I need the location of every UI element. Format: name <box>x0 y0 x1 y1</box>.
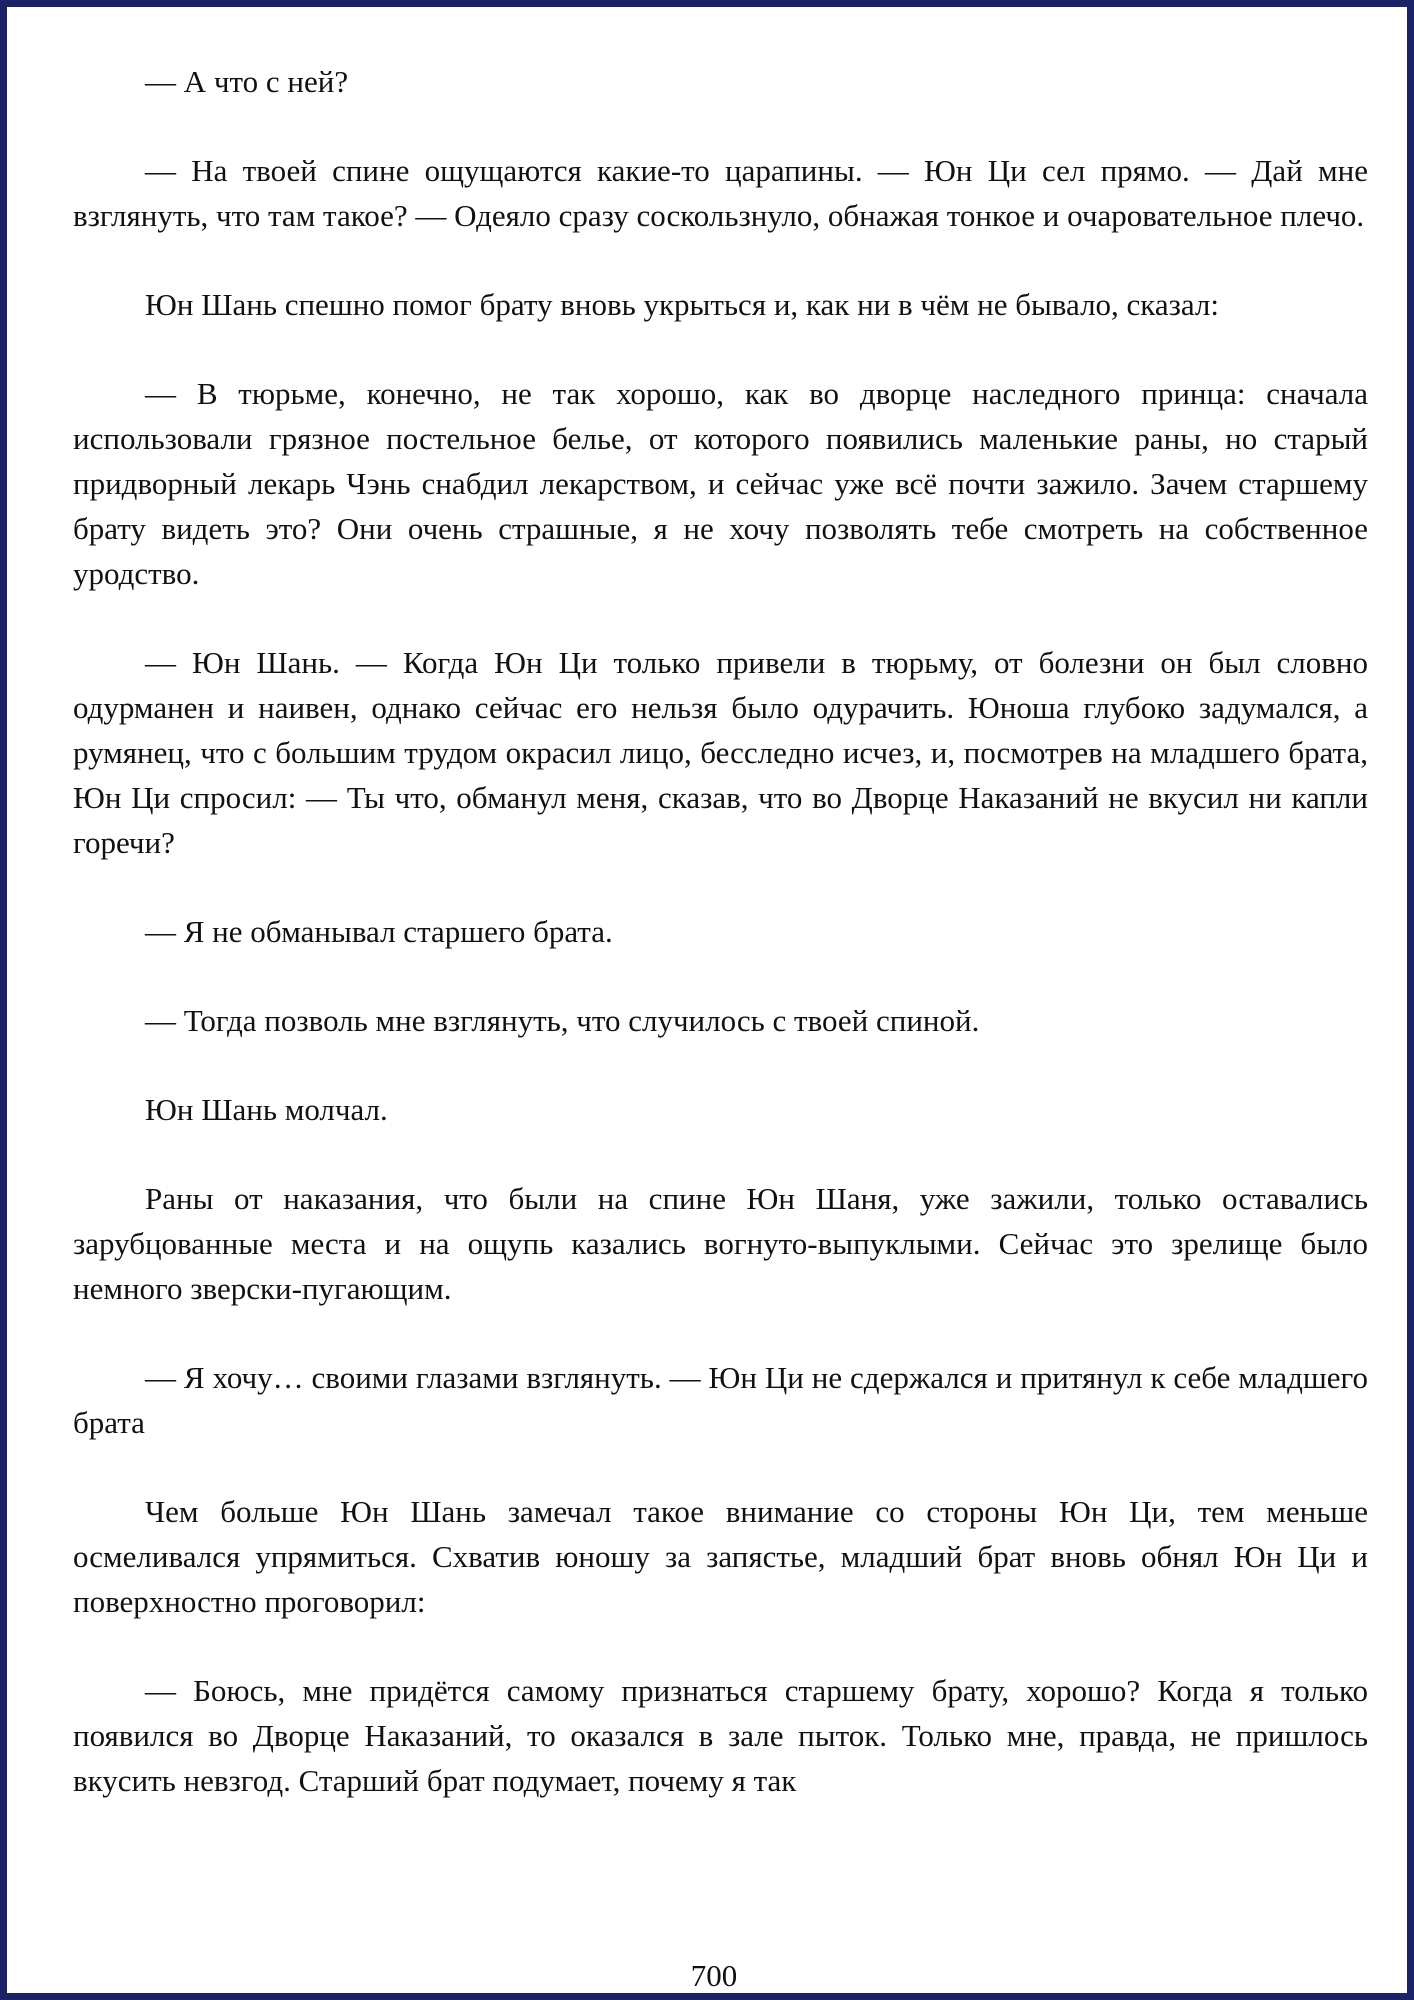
paragraph: Юн Шань молчал. <box>145 1092 388 1127</box>
paragraph: — Я хочу… своими глазами взглянуть. — Юн Ци не сдержался и притянул к себе младшего брата <box>73 1360 1368 1440</box>
page-number: 700 <box>690 1958 738 1993</box>
paragraph: — Боюсь, мне придётся самому признаться старшему брату, хорошо? Когда я только появился во Дворце Наказаний, то оказался в зале пыток. Только мне, правда, не пришлось вкусить невзгод. Старший брат подумает, почему я так <box>73 1673 1368 1798</box>
page-body <box>73 59 1368 1803</box>
paragraph: Юн Шань спешно помог брату вновь укрыться и, как ни в чём не бывало, сказал: <box>145 287 1220 322</box>
paragraph: Раны от наказания, что были на спине Юн Шаня, уже зажили, только оставались зарубцованные места и на ощупь казались вогнуто-выпуклыми. Сейчас это зрелище было немного зверски-пугающим. <box>73 1181 1368 1306</box>
paragraph: Чем больше Юн Шань замечал такое внимание со стороны Юн Ци, тем меньше осмеливался упрямиться. Схватив юношу за запястье, младший брат вновь обнял Юн Ци и поверхностно проговорил: <box>73 1494 1368 1619</box>
paragraph: — На твоей спине ощущаются какие-то царапины. — Юн Ци сел прямо. — Дай мне взглянуть, что там такое? — Одеяло сразу соскользнуло, обнажая тонкое и очаровательное плечо. <box>73 153 1368 233</box>
paragraph: — Я не обманывал старшего брата. <box>145 914 613 949</box>
paragraph: — Юн Шань. — Когда Юн Ци только привели в тюрьму, от болезни он был словно одурманен и наивен, однако сейчас его нельзя было одурачить. Юноша глубоко задумался, а румянец, что с большим трудом окрасил лицо, бесследно исчез, и, посмотрев на младшего брата, Юн Ци спросил: — Ты что, обманул меня, сказав, что во Дворце Наказаний не вкусил ни капли горечи? <box>73 645 1368 860</box>
paragraph: — Тогда позволь мне взглянуть, что случилось с твоей спиной. <box>145 1003 980 1038</box>
paragraph: — В тюрьме, конечно, не так хорошо, как во дворце наследного принца: сначала использовали грязное постельное белье, от которого появились маленькие раны, но старый придворный лекарь Чэнь снабдил лекарством, и сейчас уже всё почти зажило. Зачем старшему брату видеть это? Они очень страшные, я не хочу позволять тебе смотреть на собственное уродство. <box>73 376 1368 591</box>
paragraph: — А что с ней? <box>145 64 349 99</box>
